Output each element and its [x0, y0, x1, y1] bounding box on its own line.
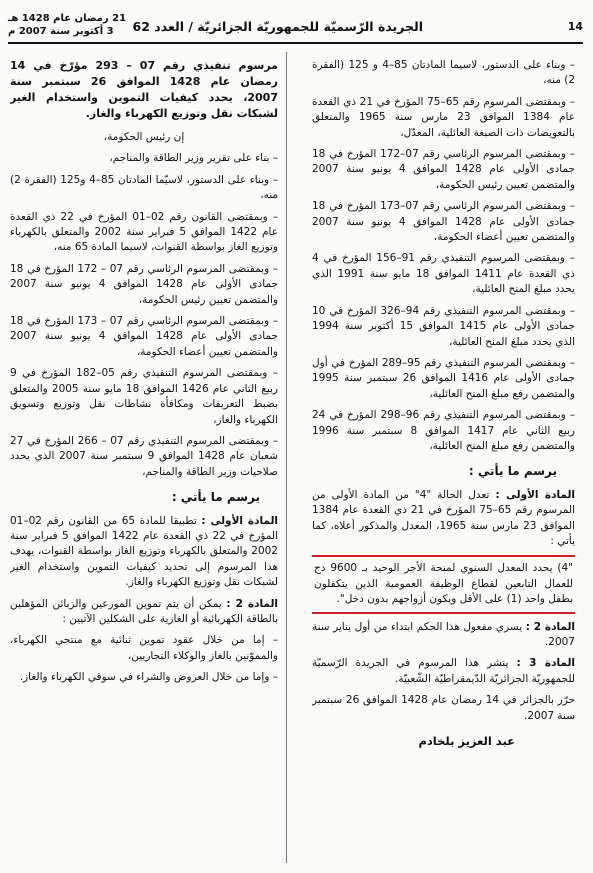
page-header — [8, 8, 583, 44]
left-article-1-text: تطبيقا للمادة 65 من القانون رقم 02–01 المؤرخ في 22 ذي القعدة عام 1422 الموافق 5 فبراير سنة 2002 والمتعلق بالكهرباء وتوزيع الغاز بواسطة القنوات، يهدف هذا المرسوم إلى تحديد كيفيات التموين واستخدام الغير لشبكات نقل وتوزيع الكهرباء والغاز. — [10, 514, 278, 589]
visa-paragraph: – وبمقتضى المرسوم التنفيذي رقم 96–298 المؤرخ في 24 ربيع الثاني عام 1417 الموافق 8 سبتمبر سنة 1996 والمتضمن رفع مبلغ المنح العائلية، — [312, 409, 575, 452]
visa-paragraph: – وبناء على الدستور، لاسيّما المادتان 85–4 و125 (الفقرة 2) منه، — [10, 173, 278, 202]
visa-paragraph: – وبمقتضى المرسوم الرئاسي رقم 07–173 المؤرخ في 18 جمادى الأولى عام 1428 الموافق 4 يونيو سنة 2007 والمتضمن تعيين أعضاء الحكومة، — [312, 200, 575, 244]
done-at-line: حرّر بالجزائر في 14 رمضان عام 1428 الموافق 26 سبتمبر سنة 2007. — [312, 694, 575, 722]
article-2-label: المادة 2 : — [525, 620, 575, 633]
visa-paragraph: – وبمقتضى المرسوم التنفيذي رقم 94–326 المؤرخ في 10 جمادى الأولى عام 1415 الموافق 15 أكتوبر سنة 1994 الذي يحدد مبلغ المنح العائلية، — [312, 304, 575, 348]
issue-date-gregorian: 3 أكتوبر سنة 2007 م — [8, 26, 114, 37]
issue-date — [8, 12, 126, 38]
visa-paragraph: – وبمقتضى المرسوم التنفيذي رقم 91–156 المؤرخ في 4 ذي القعدة عام 1411 الموافق 18 مايو سنة 1991 الذي يحدد مبلغ المنح العائلية، — [312, 252, 575, 296]
column-divider — [286, 52, 287, 863]
left-article-2-label: المادة 2 : — [226, 597, 278, 610]
visa-paragraph: – وبمقتضى المرسوم رقم 65–75 المؤرخ في 21 ذي القعدة عام 1384 الموافق 23 مارس سنة 1965 والمتعلق بالتعويضات ذات الصبغة العائلية، المعدّل، — [312, 95, 575, 139]
visa-paragraph: – وبمقتضى المرسوم الرئاسي رقم 07 – 173 المؤرخ في 18 جمادى الأولى عام 1428 الموافق 4 يونيو سنة 2007 والمتضمن تعيين أعضاء الحكومة، — [10, 315, 278, 358]
article-2-text: يسري مفعول هذا الحكم ابتداء من أول يناير سنة 2007. — [312, 620, 575, 648]
article-2 — [312, 620, 575, 651]
left-article-1 — [10, 514, 278, 591]
left-article-2-text: يمكن أن يتم تموين الموزعين والزبائن المؤهلين بالطاقة الكهربائية أو الغازية على الشكلين الآتيين : — [10, 597, 278, 625]
amendment-text: "4) يحدد المعدل السنوي لمنحة الأجر الوحيد بـ 9600 دج للعمال التابعين لقطاع الوظيفة العمومية الذين يتكفلون بطفل واحد (1) على الأقل ويكون أزواجهم بدون دخل". — [314, 562, 573, 606]
article-3-label: المادة 3 : — [516, 657, 575, 670]
decree-section-title: يرسم ما يأتي : — [468, 464, 557, 479]
visa-paragraph: – وبمقتضى المرسوم الرئاسي رقم 07 – 172 المؤرخ في 18 جمادى الأولى عام 1428 الموافق 4 يونيو سنة 2007 والمتضمن تعيين رئيس الحكومة، — [10, 262, 278, 306]
left-article-2-item: – إما من خلال عقود تموين ثنائية مع منتجي الكهرباء، والمموّنين بالغاز والوكلاء التجاريين، — [10, 634, 278, 662]
signature: عبد العزيز بلخادم — [418, 734, 515, 749]
visa-paragraph: – وبمقتضى المرسوم التنفيذي رقم 07 – 266 المؤرخ في 27 شعبان عام 1428 الموافق 9 سبتمبر سنة 2007 الذي يحدد صلاحيات وزير الطاقة والمناجم، — [10, 434, 278, 478]
article-1 — [312, 488, 575, 550]
issue-date-hijri: 21 رمضان عام 1428 هـ — [8, 13, 127, 24]
article-3-text: ينشر هذا المرسوم في الجريدة الرّسميّة للجمهوريّة الجزائريّة الدّيمقراطيّة الشّعبيّة. — [312, 657, 575, 685]
visa-paragraph: – وبمقتضى القانون رقم 02–01 المؤرخ في 22 ذي القعدة عام 1422 الموافق 5 فبراير سنة 2002 والمتعلق بالكهرباء وتوزيع الغاز بواسطة القنوات، لاسيما المادة 65 منه، — [10, 210, 278, 254]
visa-paragraph: – وبمقتضى المرسوم الرئاسي رقم 07–172 المؤرخ في 18 جمادى الأولى عام 1428 الموافق 4 يونيو سنة 2007 والمتضمن تعيين رئيس الحكومة، — [312, 148, 575, 191]
decree-title: مرسوم تنفيذي رقم 07 – 293 مؤرّخ في 14 رمضان عام 1428 الموافق 26 سبتمبر سنة 2007، يحدد كيفيات التموين واستخدام الغير لشبكات نقل وتوزيع الكهرباء والغاز. — [10, 59, 278, 120]
left-column — [10, 58, 278, 861]
right-column — [312, 58, 575, 861]
left-article-2-item: – وإما من خلال العروض والشراء في سوقي الكهرباء والغاز. — [19, 671, 278, 684]
page-number: 14 — [567, 20, 583, 33]
visa-paragraph: – وبناء على الدستور، لاسيما المادتان 85–4 و 125 (الفقرة 2) منه، — [312, 59, 575, 87]
left-article-2 — [10, 597, 278, 628]
visa-paragraph: – بناء على تقرير وزير الطاقة والمناجم، — [109, 152, 278, 165]
gazette-title: الجريدة الرّسميّة للجمهوريّة الجزائريّة / العدد 62 — [132, 19, 423, 34]
visa-paragraph: – وبمقتضى المرسوم التنفيذي رقم 95–289 المؤرخ في أول جمادى الأولى عام 1416 الموافق 26 سبتمبر سنة 1995 والمتضمن رفع مبلغ المنح العائلية، — [312, 356, 575, 400]
visa-paragraph: – وبمقتضى المرسوم التنفيذي رقم 05–182 المؤرخ في 9 ربيع الثاني عام 1426 الموافق 18 مايو سنة 2005 والمتعلق بضبط التعريفات ومكافأة نشاطات نقل وتوزيع وتسويق الكهرباء والغاز، — [10, 367, 278, 426]
article-1-label: المادة الأولى : — [495, 488, 575, 501]
article-3 — [312, 656, 575, 687]
article-1-text: تعدل الحالة "4" من المادة الأولى من المرسوم رقم 65–75 المؤرخ في 21 ذي القعدة عام 1384 الموافق 23 مارس سنة 1965، المعدل والمذكور أعلاه، كما يأتي : — [312, 488, 575, 547]
left-article-1-label: المادة الأولى : — [201, 514, 278, 527]
decree-section-title: يرسم ما يأتي : — [171, 490, 260, 505]
highlighted-amendment-box — [312, 555, 575, 613]
decree-intro: إن رئيس الحكومة، — [103, 131, 185, 143]
